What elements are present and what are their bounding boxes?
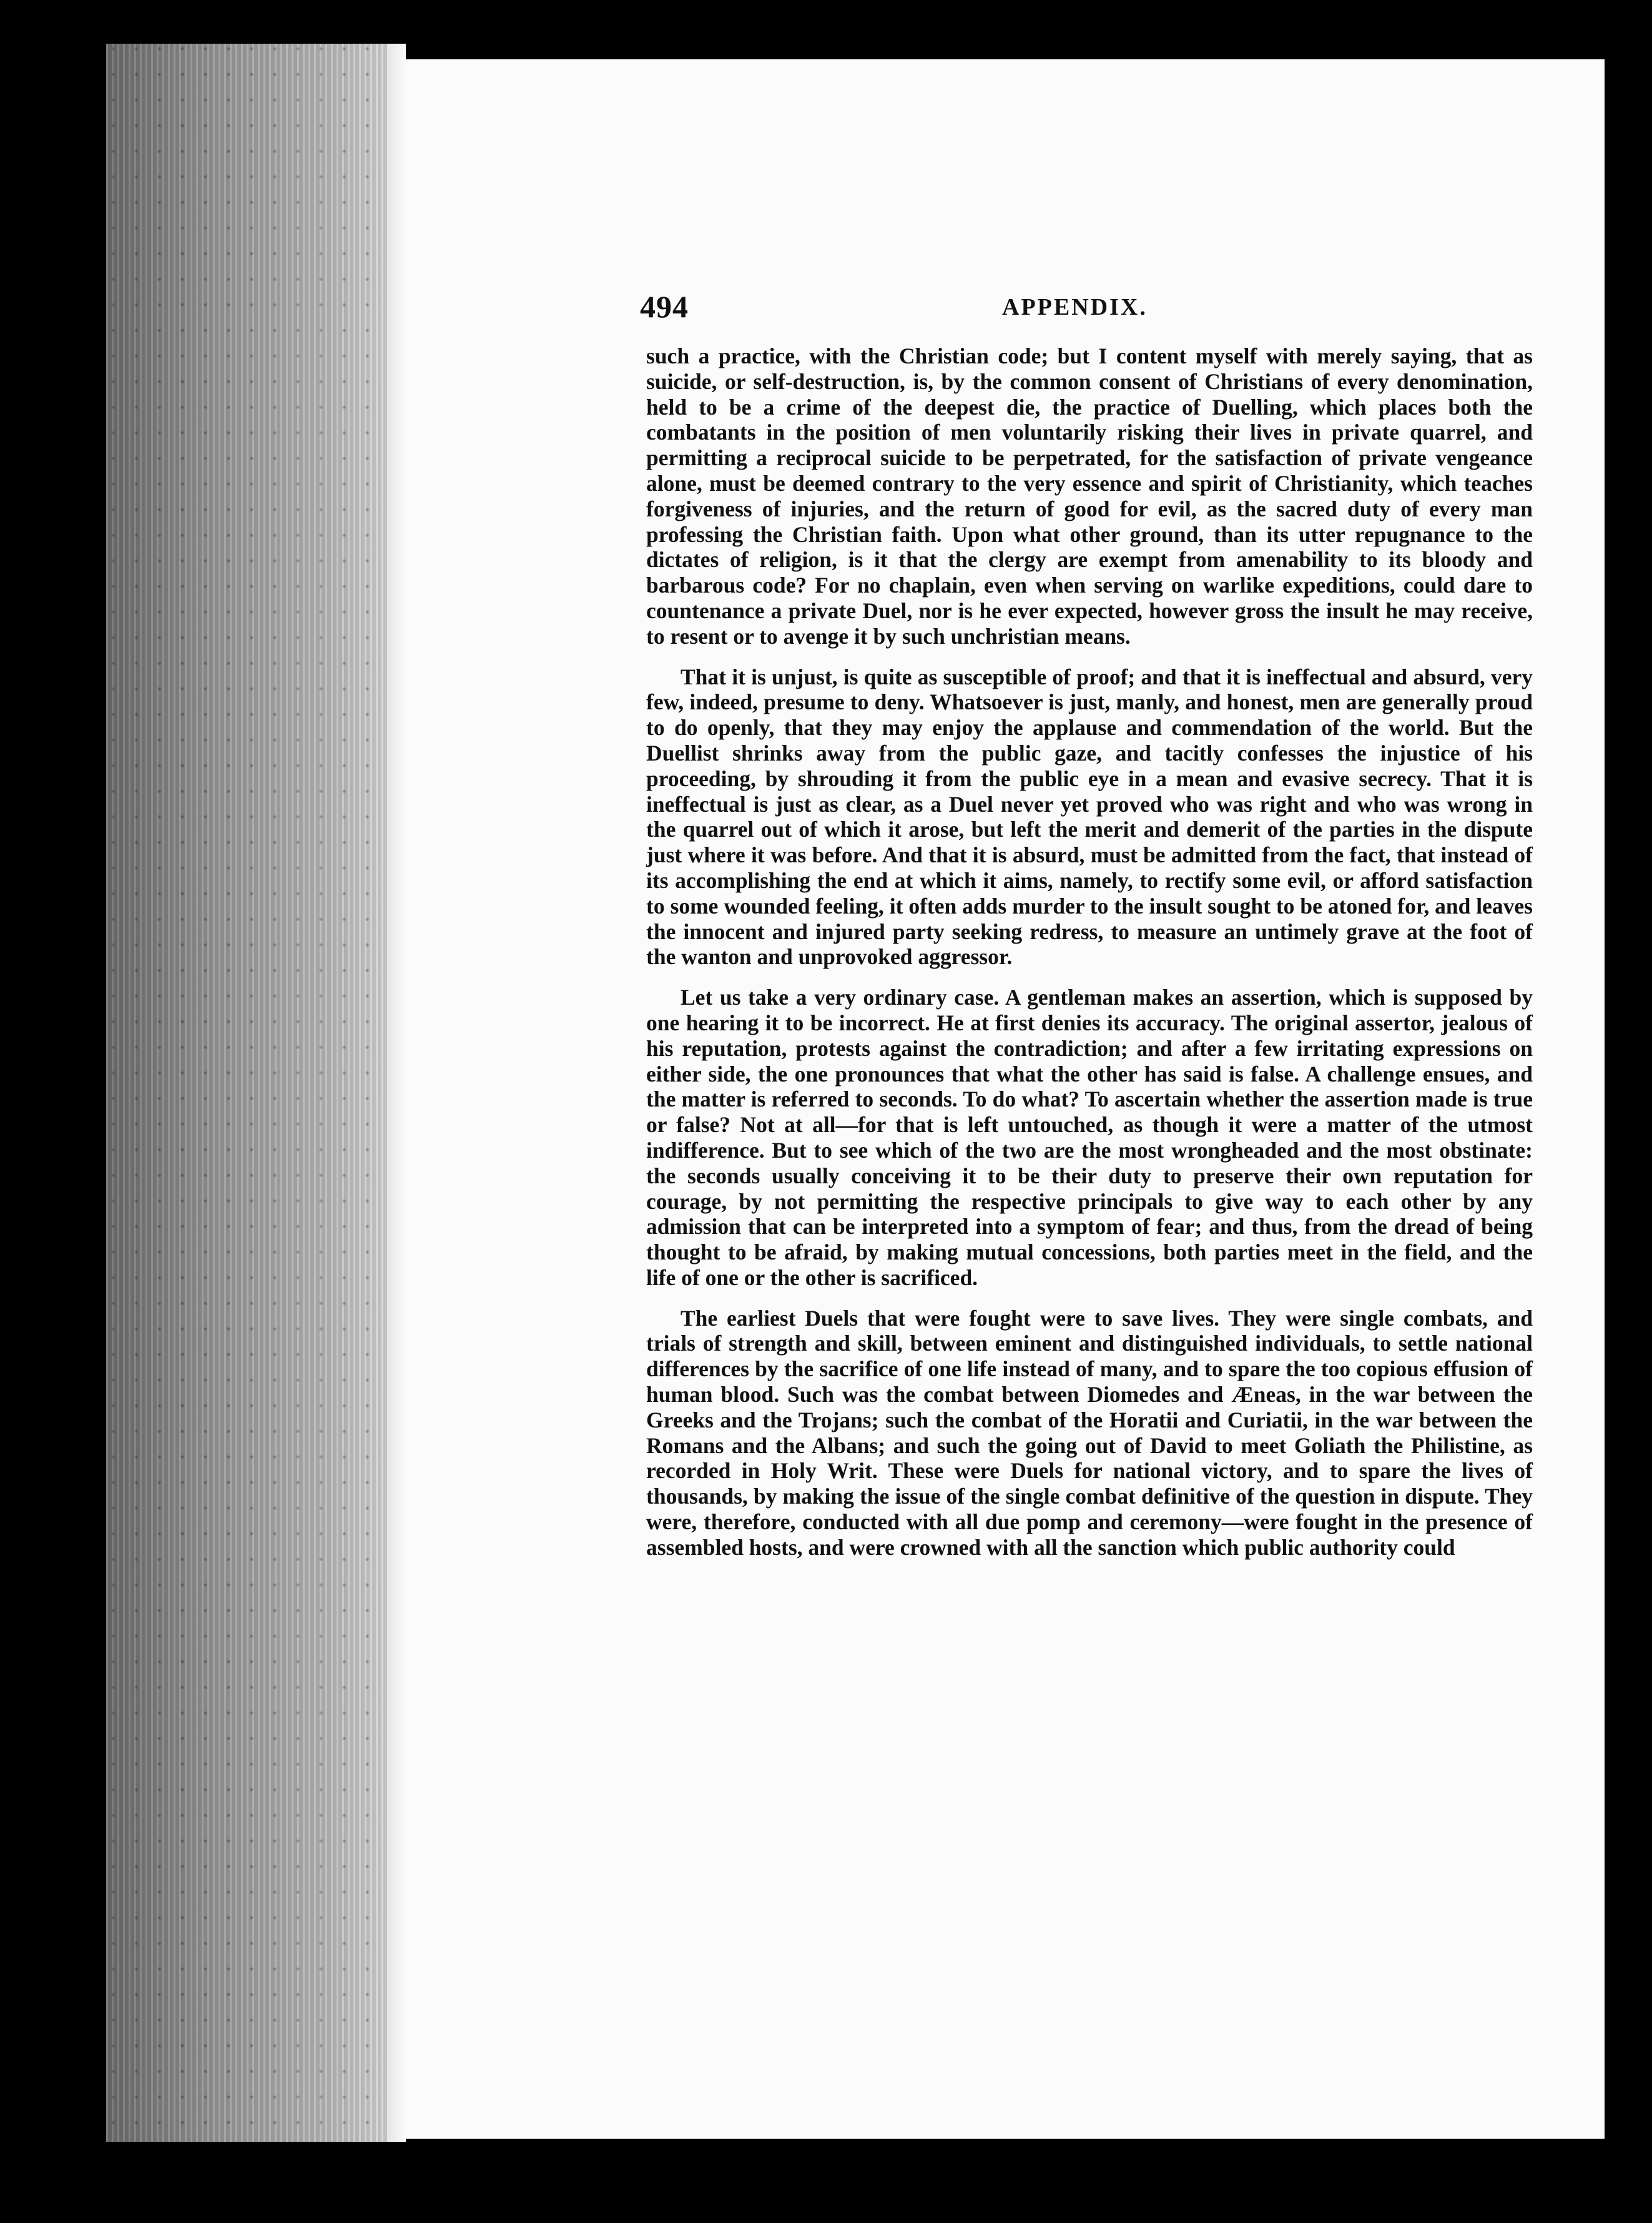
body-text [646,343,1533,1575]
paragraph-2: That it is unjust, is quite as susceptible of proof; and that it is ineffectual and absurd, very few, indeed, presume to deny. Whatsoever is just, manly, and honest, men are generally proud to do openly, that they may enjoy the applause and commendation of the world. But the Duellist shrinks away from the public gaze, and tacitly confesses the injustice of his proceeding, by shrouding it from the public eye in a mean and evasive secrecy. That it is ineffectual is just as clear, as a Duel never yet proved who was right and who was wrong in the quarrel out of which it arose, but left the merit and demerit of the parties in the dispute just where it was before. And that it is absurd, must be admitted from the fact, that instead of its accomplishing the end at which it aims, namely, to rectify some evil, or afford satisfaction to some wounded feeling, it often adds murder to the insult sought to be atoned for, and leaves the innocent and injured party seeking redress, to measure an untimely grave at the foot of the wanton and unprovoked aggressor. [646,664,1533,970]
running-head: APPENDIX. [1002,294,1148,320]
book-spine-shadow [0,0,106,2223]
paragraph-1: such a practice, with the Christian code; but I content myself with merely saying, that as suicide, or self-destruction, is, by the common consent of Christians of every denomination, held to be a crime of the deepest die, the practice of Duelling, which places both the combatants in the position of men voluntarily risking their lives in private quarrel, and permitting a reciprocal suicide to be perpetrated, for the satisfaction of private vengeance alone, must be deemed contrary to the very essence and spirit of Christianity, which teaches forgiveness of injuries, and the return of good for evil, as the sacred duty of every man professing the Christian faith. Upon what other ground, than its utter repugnance to the dictates of religion, is it that the clergy are exempt from amenability to its bloody and barbarous code? For no chaplain, even when serving on warlike expeditions, could dare to countenance a private Duel, nor is he ever expected, however gross the insult he may receive, to resent or to avenge it by such unchristian means. [646,343,1533,649]
page-gutter [387,44,406,2142]
paragraph-4: The earliest Duels that were fought were to save lives. They were single combats, and trials of strength and skill, between eminent and distinguished individuals, to settle national differences by the sacrifice of one life instead of many, and to spare the too copious effusion of human blood. Such was the combat between Diomedes and Æneas, in the war between the Greeks and the Trojans; such the combat of the Horatii and Curiatii, in the war between the Romans and the Albans; and such the going out of David to meet Goliath the Philistine, as recorded in Holy Writ. These were Duels for national victory, and to spare the lives of thousands, by making the issue of the single combat definitive of the question in dispute. They were, therefore, conducted with all due pomp and ceremony—were fought in the presence of assembled hosts, and were crowned with all the sanction which public authority could [646,1305,1533,1560]
page-number: 494 [640,289,689,324]
page-edges [106,44,387,2142]
paragraph-3: Let us take a very ordinary case. A gentleman makes an assertion, which is supposed by one hearing it to be incorrect. He at first denies its accuracy. The original assertor, jealous of his reputation, protests against the contradiction; and after a few irritating expressions on either side, the one pronounces that what the other has said is false. A challenge ensues, and the matter is referred to seconds. To do what? To ascertain whether the assertion made is true or false? Not at all—for that is left untouched, as though it were a matter of the utmost indifference. But to see which of the two are the most wrongheaded and the most obstinate: the seconds usually conceiving it to be their duty to preserve their own reputation for courage, by not permitting the respective principals to give way to each other by any admission that can be interpreted into a symptom of fear; and thus, from the dread of being thought to be afraid, by making mutual concessions, both parties meet in the field, and the life of one or the other is sacrificed. [646,985,1533,1290]
page-header [640,288,1539,326]
